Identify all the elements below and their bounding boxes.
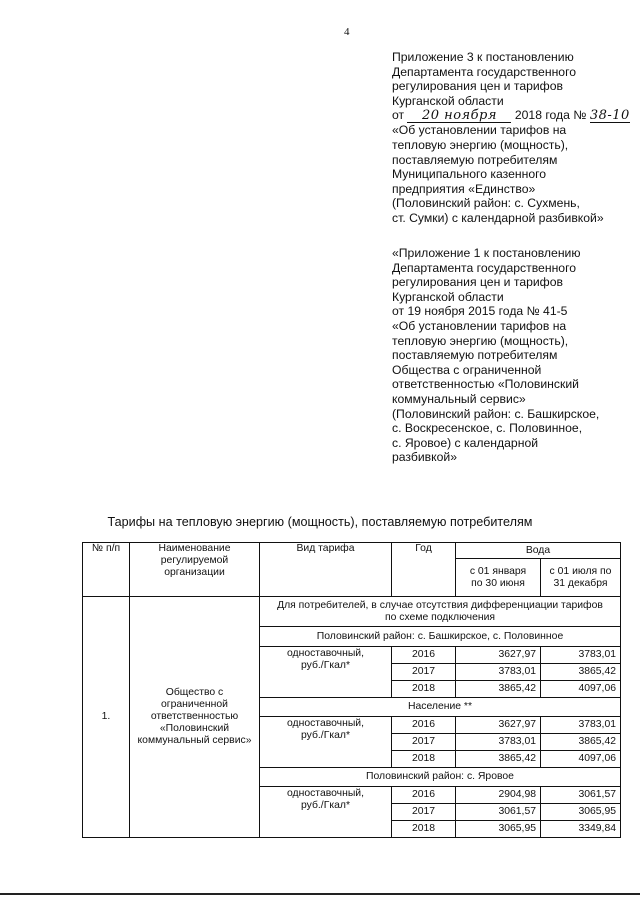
appendix-3-block [392,50,632,226]
header-tariff-type: Вид тарифа [260,543,392,597]
year-cell: 2016 [392,647,456,664]
tariff-value: 3627,97 [456,647,541,664]
header-org-line: Наименование [158,543,231,554]
tariff-value: 3061,57 [456,804,541,821]
year-cell: 2017 [392,664,456,681]
tariff-value: 3783,01 [541,647,621,664]
appendix-1-line: Департамента государственного [392,260,577,275]
appendix-1-line: Курганской области [392,289,504,304]
tariff-value: 3061,57 [541,787,621,804]
appendix-1-line: Общества с ограниченной [392,362,542,377]
appendix-1-line: от 19 ноября 2015 года № 41-5 [392,304,568,319]
header-period-2 [541,559,621,597]
tariff-type-line: одноставочный, [286,648,364,659]
header-period-1 [456,559,541,597]
tariff-table [82,542,621,838]
tariff-value: 3627,97 [456,717,541,734]
appendix-1-line: поставляемую потребителям [392,348,558,363]
section-header: Половинский район: с. Башкирское, с. Половинное [260,627,621,647]
appendix-1-line: разбивкой» [392,450,457,465]
appendix-3-line: (Половинский район: с. Сухмень, [392,196,580,211]
header-org [130,543,260,597]
tariff-type-line: руб./Гкал* [301,730,350,741]
tariff-value: 3349,84 [541,821,621,838]
row-number: 1. [83,597,130,838]
appendix-3-line: поставляемую потребителям [392,152,558,167]
org-name-line: «Половинский [159,723,230,734]
section-header: Половинский район: с. Яровое [260,768,621,787]
header-period-line: по 30 июня [471,577,525,589]
tariff-type-line: одноставочный, [286,788,364,799]
tariff-value: 3783,01 [456,664,541,681]
tariff-value: 3783,01 [541,717,621,734]
note-line: по схеме подключения [384,611,496,623]
year-cell: 2018 [392,821,456,838]
tariff-value: 3865,42 [456,681,541,698]
appendix-1-line: (Половинский район: с. Башкирское, [392,406,600,421]
year-cell: 2017 [392,804,456,821]
page-number: 4 [344,26,350,38]
appendix-1-block [392,246,632,465]
appendix-3-line: «Об установлении тарифов на [392,123,567,138]
header-period-line: 31 декабря [553,577,608,589]
header-water: Вода [456,543,621,559]
appendix-3-line: Приложение 3 к постановлению [392,50,574,64]
tariff-type-cell [260,787,392,838]
header-year: Год [392,543,456,597]
year-cell: 2017 [392,734,456,751]
org-name-line: коммунальный сервис» [137,735,252,746]
appendix-1-line: «Приложение 1 к постановлению [392,246,581,260]
tariff-value: 4097,06 [541,681,621,698]
appendix-1-line: с. Яровое) с календарной [392,435,539,450]
header-period-line: с 01 января [469,565,527,577]
tariff-type-cell [260,717,392,768]
appendix-1-line: ответственностью «Половинский [392,377,579,392]
org-name-line: ответственностью [150,711,239,722]
appendix-1-line: коммунальный сервис» [392,391,526,406]
tariff-value: 3865,42 [541,664,621,681]
tariff-value: 4097,06 [541,751,621,768]
no-differentiation-note [260,597,621,627]
year-cell: 2018 [392,751,456,768]
appendix-3-date-line [392,108,632,123]
header-num: № п/п [83,543,130,597]
tariff-type-line: руб./Гкал* [301,800,350,811]
year-cell: 2016 [392,787,456,804]
appendix-1-line: тепловую энергию (мощность), [392,333,569,348]
section-header: Население ** [260,698,621,717]
tariff-type-line: одноставочный, [286,718,364,729]
appendix-3-line: предприятия «Единство» [392,181,536,196]
org-name-line: ограниченной [161,699,228,710]
table-title: Тарифы на тепловую энергию (мощность), поставляемую потребителям [107,515,533,529]
scan-bottom-edge [0,893,640,895]
handwritten-number: 38-10 [589,108,630,124]
appendix-3-line: ст. Сумки) с календарной разбивкой» [392,210,604,225]
appendix-1-line: «Об установлении тарифов на [392,318,567,333]
appendix-3-line: тепловую энергию (мощность), [392,137,569,152]
tariff-value: 3783,01 [456,734,541,751]
tariff-value: 3865,42 [541,734,621,751]
tariff-type-line: руб./Гкал* [301,660,350,671]
header-org-line: организации [164,567,225,578]
tariff-value: 3065,95 [456,821,541,838]
header-period-line: с 01 июля по [549,565,612,577]
org-name-line: Общество с [165,687,224,698]
handwritten-date: 20 ноября [407,110,511,123]
appendix-3-line: Курганской области [392,93,504,108]
tariff-value: 2904,98 [456,787,541,804]
appendix-1-line: регулирования цен и тарифов [392,275,563,290]
year-cell: 2018 [392,681,456,698]
appendix-3-line: регулирования цен и тарифов [392,79,563,94]
note-line: Для потребителей, в случае отсутствия дифференциации тарифов [277,599,603,611]
appendix-3-line: Муниципального казенного [392,167,547,182]
date-suffix: 2018 года № [514,108,587,123]
org-name [130,597,260,838]
date-prefix: от [392,108,405,123]
year-cell: 2016 [392,717,456,734]
tariff-value: 3865,42 [456,751,541,768]
header-org-line: регулируемой [160,555,229,566]
appendix-3-line: Департамента государственного [392,64,577,79]
tariff-value: 3065,95 [541,804,621,821]
tariff-type-cell [260,647,392,698]
appendix-1-line: с. Воскресенское, с. Половинное, [392,421,583,436]
